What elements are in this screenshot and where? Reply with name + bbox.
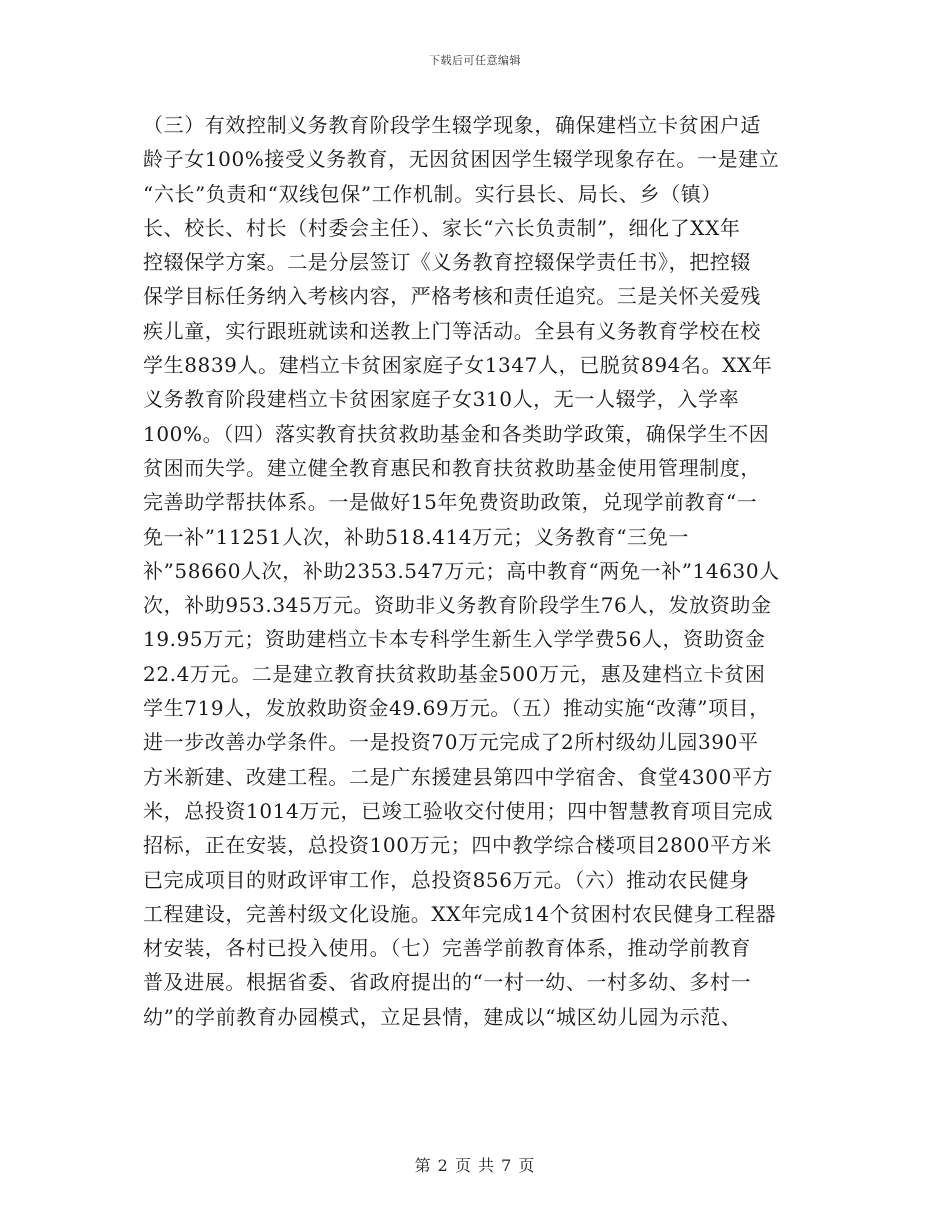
text-line: 补”58660人次，补助2353.547万元；高中教育“两免一补”14630人 xyxy=(143,558,780,583)
text-line: 免一补”11251人次，补助518.414万元；义务教育“三免一 xyxy=(143,524,689,549)
text-line: 方米新建、改建工程。二是广东援建县第四中学宿舍、食堂4300平方 xyxy=(143,764,774,789)
text-line: 材安装，各村已投入使用。（七）完善学前教育体系，推动学前教育 xyxy=(143,936,751,961)
text-line: 完善助学帮扶体系。一是做好15年免费资助政策，兑现学前教育“一 xyxy=(143,490,758,515)
text-line: 幼”的学前教育办园模式，立足县情，建成以“城区幼儿园为示范、 xyxy=(143,1004,742,1029)
text-line: 义务教育阶段建档立卡贫困家庭子女310人，无一人辍学，入学率 xyxy=(143,387,740,412)
text-line: 米，总投资1014万元，已竣工验收交付使用；四中智慧教育项目完成 xyxy=(143,798,774,823)
text-line: “六长”负责和“双线包保”工作机制。实行县长、局长、乡（镇） xyxy=(143,181,722,206)
text-line: 已完成项目的财政评审工作，总投资856万元。（六）推动农民健身 xyxy=(143,867,750,892)
text-line: 龄子女100%接受义务教育，无因贫困因学生辍学现象存在。一是建立 xyxy=(143,147,780,172)
text-line: 保学目标任务纳入考核内容，严格考核和责任追究。三是关怀关爱残 xyxy=(143,284,761,309)
text-line: 控辍保学方案。二是分层签订《义务教育控辍保学责任书》，把控辍 xyxy=(143,250,751,275)
page-footer: 第 2 页 共 7 页 xyxy=(414,1156,536,1175)
text-line: 22.4万元。二是建立教育扶贫救助基金500万元，惠及建档立卡贫困 xyxy=(143,661,766,686)
text-line: 次，补助953.345万元。资助非义务教育阶段学生76人，发放资助金 xyxy=(143,593,772,618)
body-text xyxy=(143,108,833,1034)
page-header: 下载后可任意编辑 xyxy=(429,54,521,67)
text-line: 贫困而失学。建立健全教育惠民和教育扶贫救助基金使用管理制度， xyxy=(143,455,761,480)
text-line: 招标，正在安装，总投资100万元；四中教学综合楼项目2800平方米 xyxy=(143,833,772,858)
text-line: 长、校长、村长（村委会主任）、家长“六长负责制”，细化了XX年 xyxy=(143,215,741,240)
text-line: 100%。（四）落实教育扶贫救助基金和各类助学政策，确保学生不因 xyxy=(143,421,770,446)
text-line: 进一步改善办学条件。一是投资70万元完成了2所村级幼儿园390平 xyxy=(143,730,759,755)
text-line: 学生8839人。建档立卡贫困家庭子女1347人，已脱贫894名。XX年 xyxy=(143,353,773,378)
text-line: 学生719人，发放救助资金49.69万元。（五）推动实施“改薄”项目， xyxy=(143,696,770,721)
text-line: 工程建设，完善村级文化设施。XX年完成14个贫困村农民健身工程器 xyxy=(143,901,777,926)
text-line: 普及进展。根据省委、省政府提出的“一村一幼、一村多幼、多村一 xyxy=(143,970,752,995)
text-line: （三）有效控制义务教育阶段学生辍学现象，确保建档立卡贫困户适 xyxy=(143,113,761,137)
text-line: 19.95万元；资助建档立卡本专科学生新生入学学费56人，资助资金 xyxy=(143,627,766,652)
text-line: 疾儿童，实行跟班就读和送教上门等活动。全县有义务教育学校在校 xyxy=(143,318,761,343)
